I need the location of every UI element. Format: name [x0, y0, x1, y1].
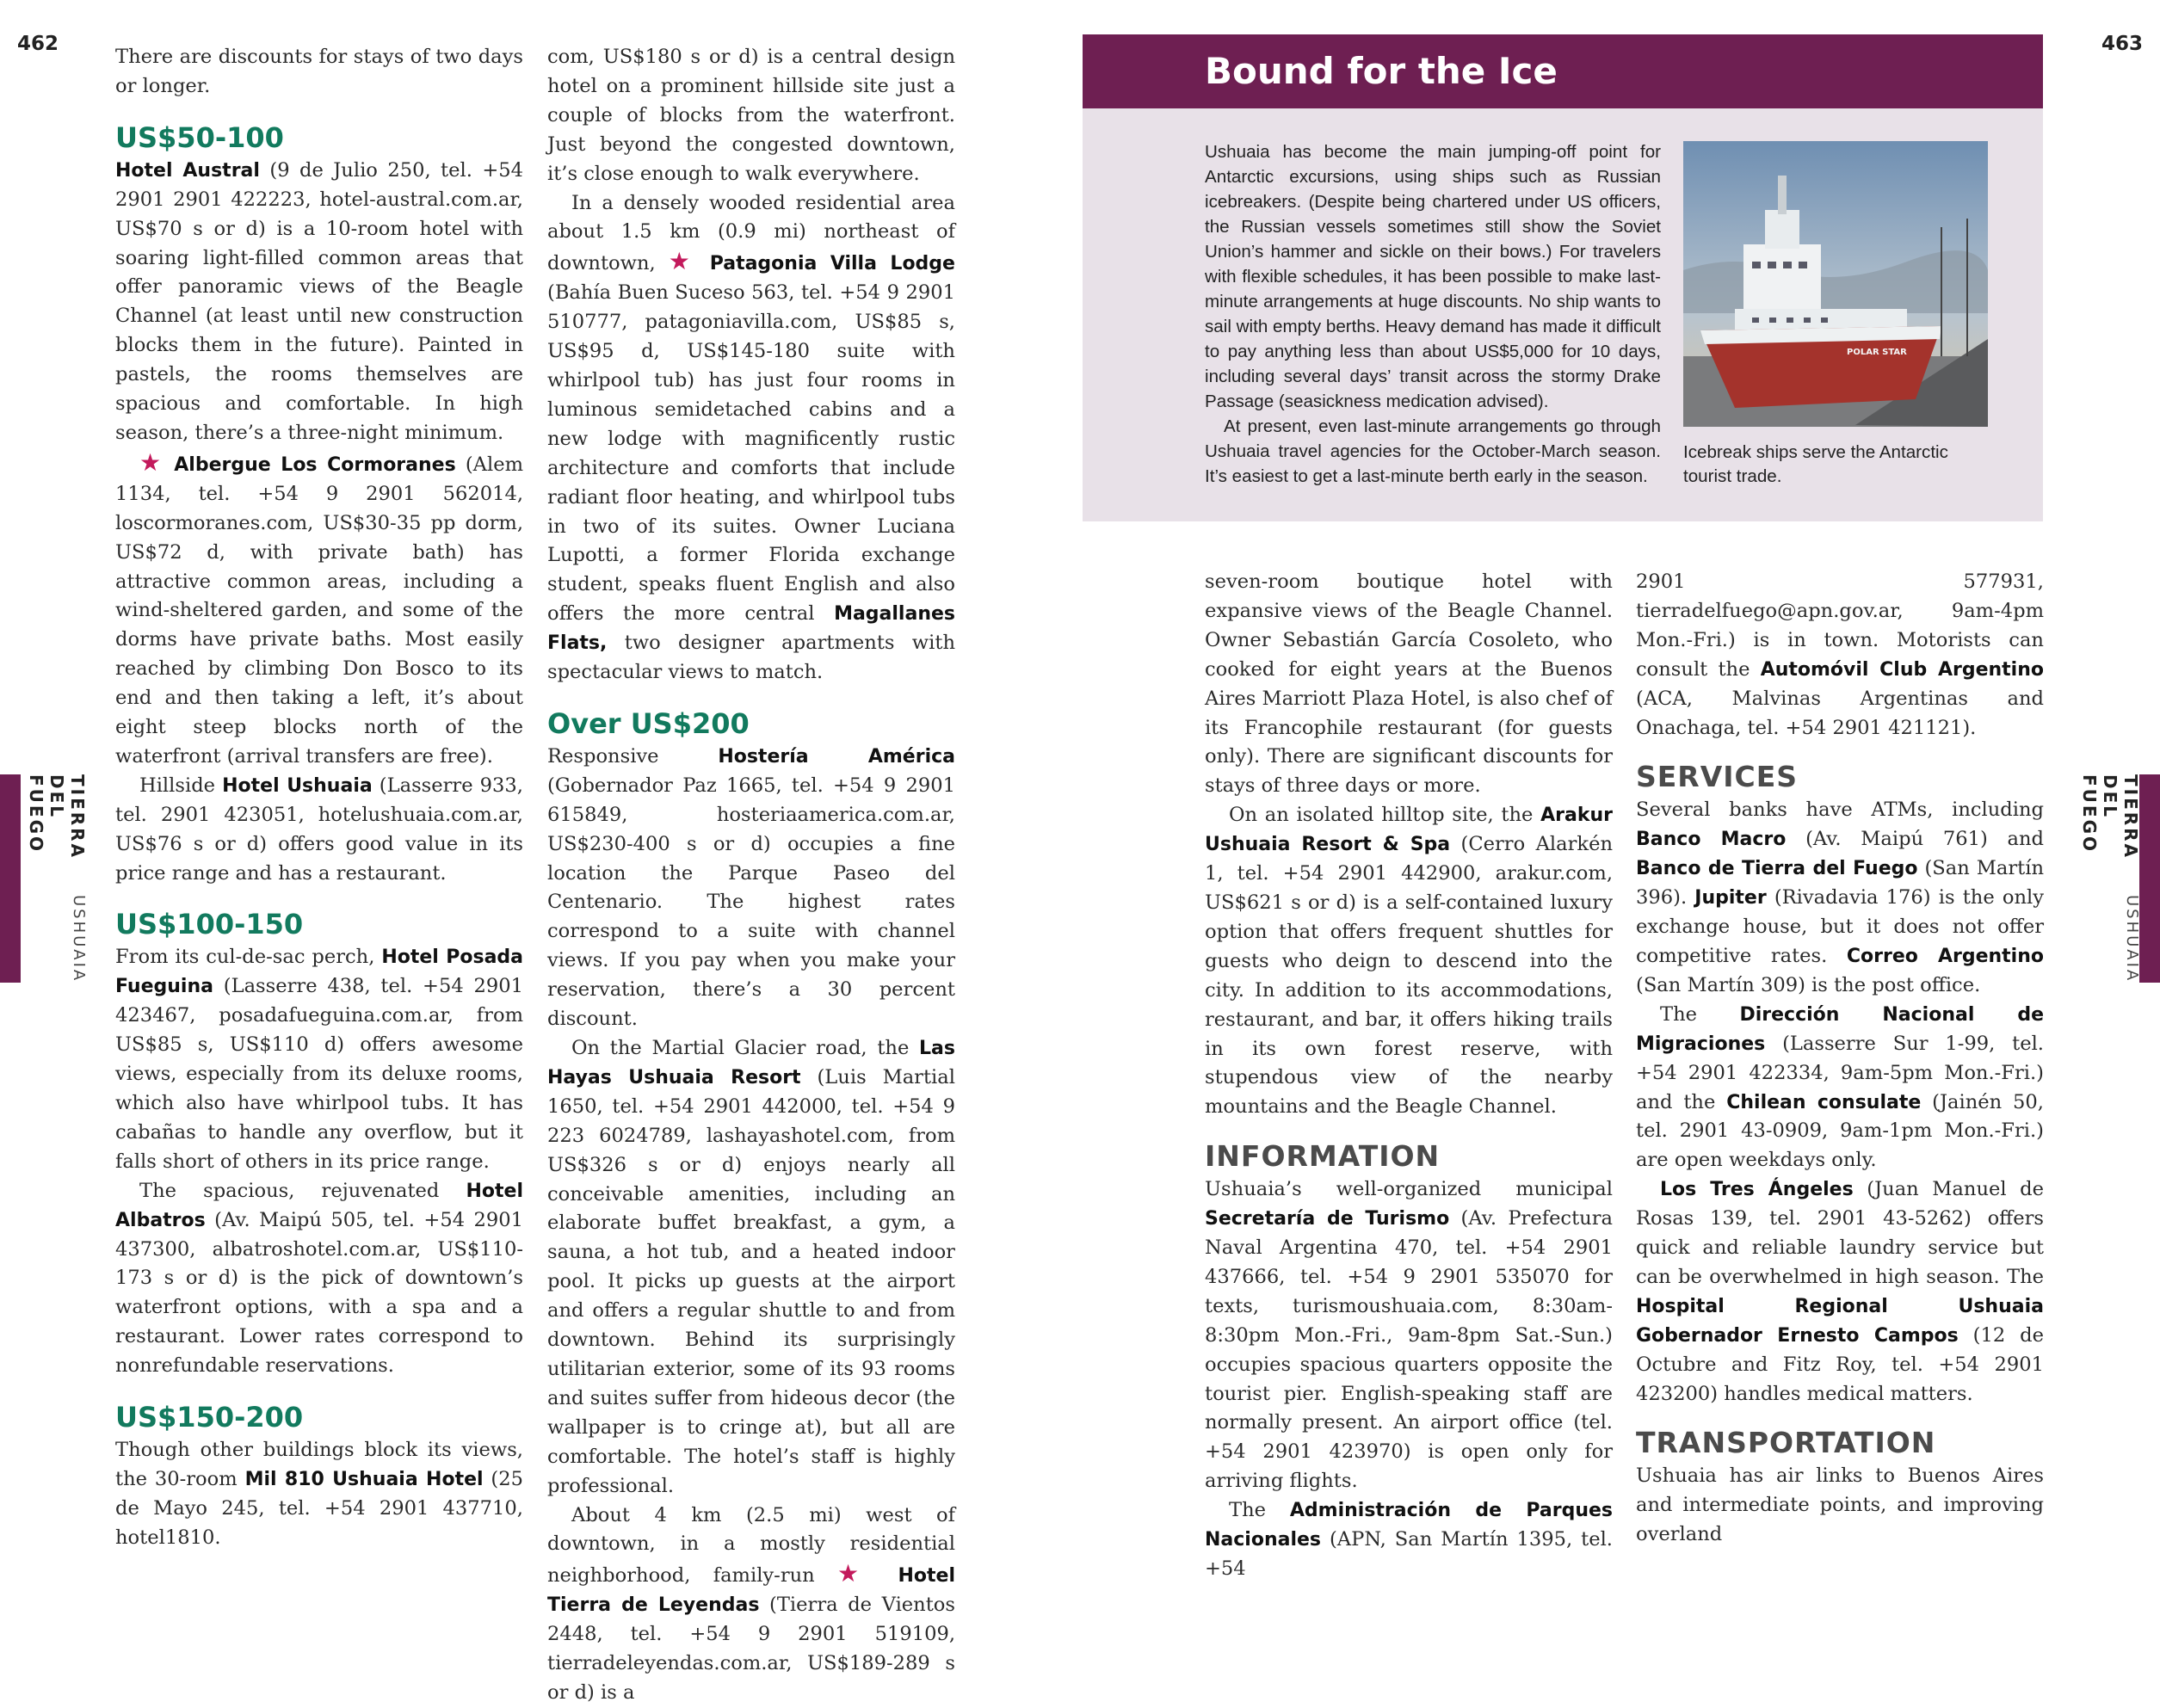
paragraph-arakur: On an isolated hilltop site, the Arakur Ushuaia Resort & Spa (Cerro Alarkén 1, tel. +54 2901 442900, arakur.com, US$621 s or d) is a self-contained luxury option that offers frequent shuttles for guests who deign to descend into the city. In addition to its accommodations, restaurant, and bar, it offers hiking trails in its own forest reserve, with stupendous view of the nearby mountains and the Beagle Channel. — [1205, 804, 1613, 1119]
star-icon: ★ — [837, 1559, 876, 1588]
office-name: Dirección Nacional de Migraciones — [1636, 1003, 2044, 1055]
hotel-name: Arakur Ushuaia Resort & Spa — [1205, 805, 1613, 856]
paragraph-information: Ushuaia’s well-organized municipal Secretaría de Turismo (Av. Prefectura Naval Argentina 470, tel. +54 2901 437666, tel. +54 9 2901 535070 for texts, turismoushuaia.com, 8:30am-8:30pm Mon.-Fri., 9am-8pm Sat.-Sun.) occupies spacious quarters opposite the tourist pier. English-speaking staff are normally present. An airport office (tel. +54 2901 423970) is open only for arriving flights. — [1205, 1178, 1613, 1493]
hotel-name: Mil 810 Ushuaia Hotel — [244, 1468, 484, 1490]
hotel-name: Hotel Posada Fueguina — [115, 946, 524, 998]
paragraph-migraciones: The Dirección Nacional de Migraciones (Lasserre Sur 1-99, tel. +54 2901 422334, 9am-5pm Mon.-Fri.) and the Chilean consulate (Jainén 50, tel. 2901 43-0909, 9am-1pm Mon.-Fri.) are open weekdays only. — [1636, 1002, 2044, 1172]
text-column-4 — [1636, 568, 2044, 1550]
paragraph-laundry: Los Tres Ángeles (Juan Manuel de Rosas 139, tel. 2901 43-5262) offers quick and reliable laundry service but can be overwhelmed in high season. The Hospital Regional Ushuaia Gobernador Ernesto Campos (12 de Octubre and Fitz Roy, tel. +54 2901 423200) handles medical matters. — [1636, 1178, 2044, 1405]
hospital-name: Hospital Regional Ushuaia Gobernador Ernesto Campos — [1636, 1295, 2044, 1347]
business-name: Los Tres Ángeles — [1660, 1179, 1854, 1201]
paragraph-services: Several banks have ATMs, including Banco Macro (Av. Maipú 761) and Banco de Tierra del Fuego (San Martín 396). Jupiter (Rivadavia 176) is the only exchange house, but it does not offer competitive rates. Correo Argentino (San Martín 309) is the post office. — [1636, 799, 2044, 996]
sidebar-header — [1083, 34, 2043, 108]
region-label: TIERRA DEL FUEGO — [2079, 774, 2141, 860]
hotel-name: Hotel Tierra de Leyendas — [547, 1565, 955, 1617]
paragraph-america: Responsive Hostería América (Gobernador Paz 1665, tel. +54 9 2901 615849, hosteriaamerica.com.ar, US$230-400 s or d) occupies a fine location the Parque Paseo del Centenario. The highest rates correspond to a suite with channel views. If you pay when you make your reservation, there’s a 30 percent discount. — [547, 744, 955, 1031]
text-column-3 — [1205, 568, 1613, 1584]
ship-name: POLAR STAR — [1847, 348, 1907, 357]
office-name: Secretaría de Turismo — [1205, 1208, 1450, 1230]
hotel-name: Patagonia Villa Lodge — [709, 253, 955, 275]
section-heading-information: INFORMATION — [1205, 1139, 1441, 1174]
town-label: USHUAIA — [70, 894, 88, 983]
sidebar-box — [1083, 108, 2043, 521]
section-heading-150-200: US$150-200 — [115, 1401, 304, 1434]
paragraph-leyendas: About 4 km (2.5 mi) west of downtown, in a mostly residential neighborhood, family-run ★ Hotel Tierra de Leyendas (Tierra de Vientos 2448, tel. +54 9 2901 519109, tierradeleyendas.com.ar, US$189-289 s or d) is a — [547, 1503, 955, 1704]
paragraph: com, US$180 s or d) is a central design hotel on a prominent hillside site just a couple of blocks from the waterfront. Just beyond the congested downtown, it’s close enough to walk everywhere. — [547, 46, 955, 185]
hotel-name: Albergue Los Cormoranes — [174, 453, 456, 476]
paragraph-albatros: The spacious, rejuvenated Hotel Albatros (Av. Maipú 505, tel. +54 2901 437300, albatroshotel.com.ar, US$110-173 s or d) is the pick of downtown’s waterfront options, with a spa and a restaurant. Lower rates correspond to nonrefundable reservations. — [115, 1179, 523, 1378]
hotel-name: Hostería América — [718, 745, 955, 768]
side-tab-right — [2139, 774, 2160, 983]
paragraph: There are discounts for stays of two days or longer. — [115, 46, 523, 97]
side-tab-left — [0, 774, 21, 983]
paragraph-aca: 2901 577931, tierradelfuego@apn.gov.ar, 9am-4pm Mon.-Fri.) is in town. Motorists can consult the Automóvil Club Argentino (ACA, Malvinas Argentinas and Onachaga, tel. +54 2901 421121). — [1636, 570, 2044, 739]
text-column-1 — [115, 43, 523, 1553]
section-heading-over-200: Over US$200 — [547, 706, 750, 740]
text-column-2 — [547, 43, 955, 1708]
town-label: USHUAIA — [2123, 894, 2141, 983]
star-icon: ★ — [139, 447, 165, 477]
page-number-right: 463 — [2101, 33, 2143, 55]
paragraph-mil810: Though other buildings block its views, the 30-room Mil 810 Ushuaia Hotel (25 de Mayo 245, tel. +54 2901 437710, hotel1810. — [115, 1439, 524, 1549]
hotel-name: Magallanes Flats, — [547, 603, 955, 655]
hotel-name: Las Hayas Ushuaia Resort — [547, 1038, 955, 1088]
bank-name: Banco de Tierra del Fuego — [1636, 858, 1918, 880]
office-name: Administración de Parques Nacionales — [1205, 1500, 1613, 1551]
side-label-left — [28, 774, 88, 983]
section-heading-transportation: TRANSPORTATION — [1636, 1426, 1936, 1460]
section-heading-100-150: US$100-150 — [115, 908, 304, 941]
photo-caption: Icebreak ships serve the Antarctic tourist trade. — [1683, 442, 1948, 486]
paragraph-las-hayas: On the Martial Glacier road, the Las Hayas Ushuaia Resort (Luis Martial 1650, tel. +54 2901 442000, tel. +54 9 223 6024789, lashayashotel.com, from US$326 s or d) enjoys nearly all conceivable amenities, including an elaborate buffet breakfast, a gym, a sauna, a hot tub, and a heated indoor pool. It picks up guests at the airport and offers a regular shuttle to and from downtown. Behind its surprisingly utilitarian exterior, some of its 93 rooms and suites suffer from hideous decor (the wallpaper is to cringe at), but all are comfortable. The hotel’s staff is highly professional. — [547, 1037, 955, 1497]
sidebar-paragraph: Ushuaia has become the main jumping-off point for Antarctic excursions, using ships such as Russian icebreakers. (Despite being chartered under US officers, the Russian vessels sometimes still show the Soviet Union’s hammer and sickle on their bows.) For travelers with flexible schedules, it has been possible to make last-minute arrangements at huge discounts. No ship wants to sail with empty berths. Heavy demand has made it difficult to pay anything less than about US$5,000 for 10 days, including several days’ transit across the stormy Drake Passage (seasickness medication advised). — [1205, 142, 1661, 411]
bank-name: Banco Macro — [1636, 829, 1787, 851]
paragraph-hotel-austral: Hotel Austral (9 de Julio 250, tel. +54 2901 2901 422223, hotel-austral.com.ar, US$70 s or d) is a 10-room hotel with soaring light-filled common areas that offer panoramic views of the Beagle Channel (at least until new construction blocks them in the future). Painted in pastels, the rooms themselves are spacious and comfortable. In high season, there’s a three-night minimum. — [115, 158, 524, 444]
sidebar-title: Bound for the Ice — [1205, 50, 1558, 92]
paragraph-cormoranes: ★ Albergue Los Cormoranes (Alem 1134, tel. +54 9 2901 562014, loscormoranes.com, US$30-35 pp dorm, US$72 d, with private bath) has attractive common areas, including a wind-sheltered garden, and some of the dorms have private baths. Most easily reached by climbing Don Bosco to its end and then taking a left, it’s about eight steep blocks north of the waterfront (arrival transfers are free). — [115, 447, 523, 768]
sidebar-text — [1205, 139, 1661, 489]
post-office-name: Correo Argentino — [1846, 945, 2044, 967]
hotel-name: Hotel Ushuaia — [222, 774, 373, 797]
office-name: Chilean consulate — [1726, 1091, 1922, 1113]
office-name: Automóvil Club Argentino — [1760, 658, 2044, 681]
paragraph-hotel-ushuaia: Hillside Hotel Ushuaia (Lasserre 933, tel. 2901 423051, hotelushuaia.com.ar, US$76 s or d) offers good value in its price range and has a restaurant. — [115, 774, 523, 885]
paragraph-apn: The Administración de Parques Nacionales (APN, San Martín 1395, tel. +54 — [1205, 1499, 1613, 1580]
page-number-left: 462 — [17, 33, 59, 55]
region-label: TIERRA DEL FUEGO — [26, 774, 88, 860]
side-label-right — [2081, 774, 2141, 983]
hotel-name: Hotel Albatros — [115, 1180, 523, 1231]
section-heading-services: SERVICES — [1636, 760, 1799, 794]
exchange-name: Jupiter — [1694, 887, 1767, 909]
paragraph: seven-room boutique hotel with expansive views of the Beagle Channel. Owner Sebastián García Cosoleto, who cooked for eight years at the Buenos Aires Marriott Plaza Hotel, is also chef of its Francophile restaurant (for guests only). There are significant discounts for stays of three days or more. — [1205, 570, 1613, 798]
icebreaker-photo — [1683, 141, 1988, 427]
section-heading-50-100: US$50-100 — [115, 120, 284, 154]
sidebar-paragraph: At present, even last-minute arrangements go through Ushuaia travel agencies for the October-March season. It’s easiest to get a last-minute berth early in the season. — [1205, 416, 1661, 486]
star-icon: ★ — [668, 247, 697, 276]
paragraph-posada: From its cul-de-sac perch, Hotel Posada Fueguina (Lasserre 438, tel. +54 2901 423467, posadafueguina.com.ar, from US$85 s, US$110 d) offers awesome views, especially from its deluxe rooms, which also have whirlpool tubs. It has cabañas to handle any overflow, but it falls short of others in its price range. — [115, 946, 524, 1173]
paragraph-patagonia: In a densely wooded residential area about 1.5 km (0.9 mi) northeast of downtown, ★ Patagonia Villa Lodge (Bahía Buen Suceso 563, tel. +54 9 2901 510777, patagoniavilla.com, US$85 s, US$95 d, US$145-180 suite with whirlpool tub) has just four rooms in luminous semidetached cabins and a new lodge with magnificently rustic architecture and comforts that include radiant floor heating, and whirlpool tubs in two of its suites. Owner Luciana Lupotti, a former Florida exchange student, speaks fluent English and also offers the more central Magallanes Flats, two designer apartments with spectacular views to match. — [547, 191, 955, 684]
hotel-name: Hotel Austral — [115, 159, 260, 182]
paragraph-transportation: Ushuaia has air links to Buenos Aires and intermediate points, and improving overland — [1636, 1464, 2044, 1546]
